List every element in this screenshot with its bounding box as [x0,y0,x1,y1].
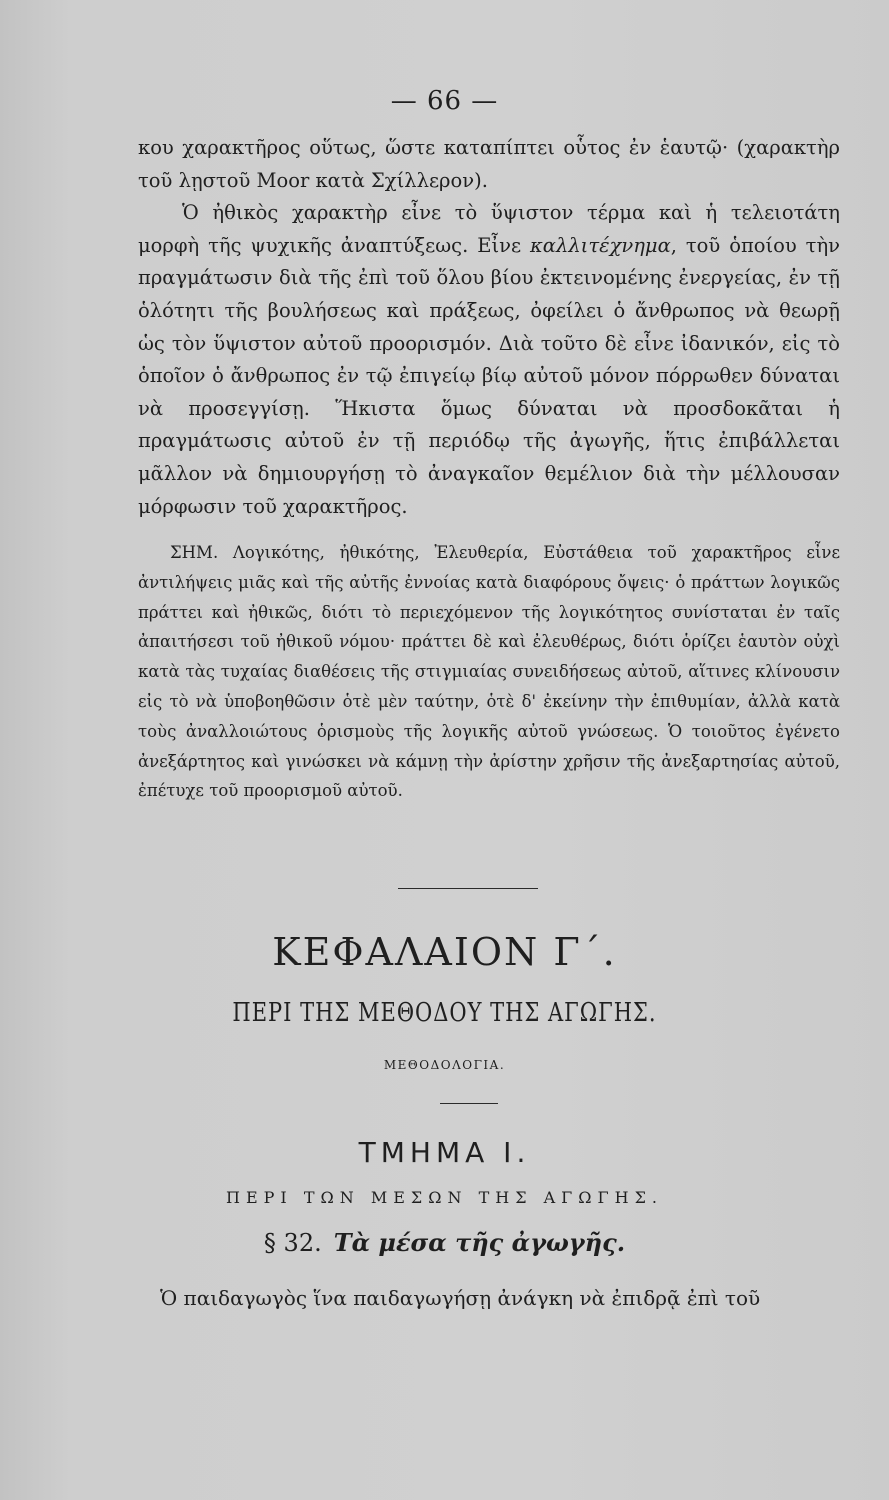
chapter-subtitle: ΠΕΡΙ ΤΗΣ ΜΕΘΟΔΟΥ ΤΗΣ ΑΓΩΓΗΣ. [232,997,657,1027]
paragraph-ethical-character [138,197,840,523]
paragraph-continuation: κου χαρακτῆρος οὕτως, ὥστε καταπίπτει οὗτος ἐν ἑαυτῷ· (χαρακτὴρ τοῦ λῃστοῦ Moor κατὰ Σχίλλερον). [138,136,840,192]
paragraph-title: Τὰ μέσα τῆς ἀγωγῆς. [333,1228,626,1257]
short-rule [440,1103,498,1104]
note-text: ΣΗΜ. Λογικότης, ἠθικότης, Ἐλευθερία, Εὐστάθεια τοῦ χαρακτῆρος εἶνε ἀντιλήψεις μιᾶς καὶ τῆς αὐτῆς ἐννοίας κατὰ διαφόρους ὄψεις· ὁ πράττων λογικῶς πράττει καὶ ἠθικῶς, διότι τὸ περιεχόμενον τῆς λογικότητος συνίσταται ἐν ταῖς ἀπαιτήσεσι τοῦ ἠθικοῦ νόμου· πράττει δὲ καὶ ἐλευθέρως, διότι ὁρίζει ἑαυτὸν οὐχὶ κατὰ τὰς τυχαίας διαθέσεις τῆς στιγμιαίας συνειδήσεως αὐτοῦ, αἵτινες κλίνουσιν εἰς τὸ νὰ ὑποβοηθῶσιν ὁτὲ μὲν ταύτην, ὁτὲ δ' ἐκείνην τὴν ἐπιθυμίαν, ἀλλὰ κατὰ τοὺς ἀναλλοιώτους ὁρισμοὺς τῆς λογικῆς αὐτοῦ γνώσεως. Ὁ τοιοῦτος ἐγένετο ἀνεξάρτητος καὶ γινώσκει νὰ κάμνῃ τὴν ἀρίστην χρῆσιν τῆς ἀνεξαρτησίας αὐτοῦ, ἐπέτυχε τοῦ προορισμοῦ αὐτοῦ. [138,543,840,801]
chapter-label: ΜΕΘΟΔΟΛΟΓΙΑ. [383,1058,506,1072]
paragraph-number: § 32. [263,1229,322,1257]
section-title: ΤΜΗΜΑ Ι. [358,1136,531,1169]
main-text [138,132,840,523]
page-number: — 66 — [390,86,499,116]
section-subtitle: ΠΕΡΙ ΤΩΝ ΜΕΣΩΝ ΤΗΣ ΑΓΩΓΗΣ. [226,1188,663,1207]
separator-rule [398,888,538,889]
chapter-title: ΚΕΦΑΛΑΙΟΝ Γ΄. [272,930,617,974]
paragraph-heading [0,1228,889,1257]
paragraph-first-line: Ὁ παιδαγωγὸς ἵνα παιδαγωγήσῃ ἀνάγκη νὰ ἐπιδρᾷ ἐπὶ τοῦ [160,1286,761,1310]
paragraph-text-end: , τοῦ ὁποίου τὴν πραγμάτωσιν διὰ τῆς ἐπὶ τοῦ ὅλου βίου ἐκτεινομένης ἐνεργείας, ἐν τῇ ὁλότητι τῆς βουλήσεως καὶ πράξεως, ὀφείλει ὁ ἄνθρωπος νὰ θεωρῇ ὡς τὸν ὕψιστον αὐτοῦ προορισμόν. Διὰ τοῦτο δὲ εἶνε ἰδανικόν, εἰς τὸ ὁποῖον ὁ ἄνθρωπος ἐν τῷ ἐπιγείῳ βίῳ αὐτοῦ μόνον πόρρωθεν δύναται νὰ προσεγγίσῃ. Ἥκιστα ὅμως δύναται νὰ προσδοκᾶται ἡ πραγμάτωσις αὐτοῦ ἐν τῇ περιόδῳ τῆς ἀγωγῆς, ἥτις ἐπιβάλλεται μᾶλλον νὰ δημιουργήσῃ τὸ ἀναγκαῖον θεμέλιον διὰ τὴν μέλλουσαν μόρφωσιν τοῦ χαρακτῆρος. [138,233,840,518]
paragraph-text-start: Ὁ ἠθικὸς χαρακτὴρ εἶνε τὸ ὕψιστον τέρμα καὶ ἡ τελειοτάτη μορφὴ τῆς ψυχικῆς ἀναπτύξεως. Εἶνε [138,201,840,257]
footnote [138,538,840,806]
italic-term: καλλιτέχνημα [530,233,671,257]
